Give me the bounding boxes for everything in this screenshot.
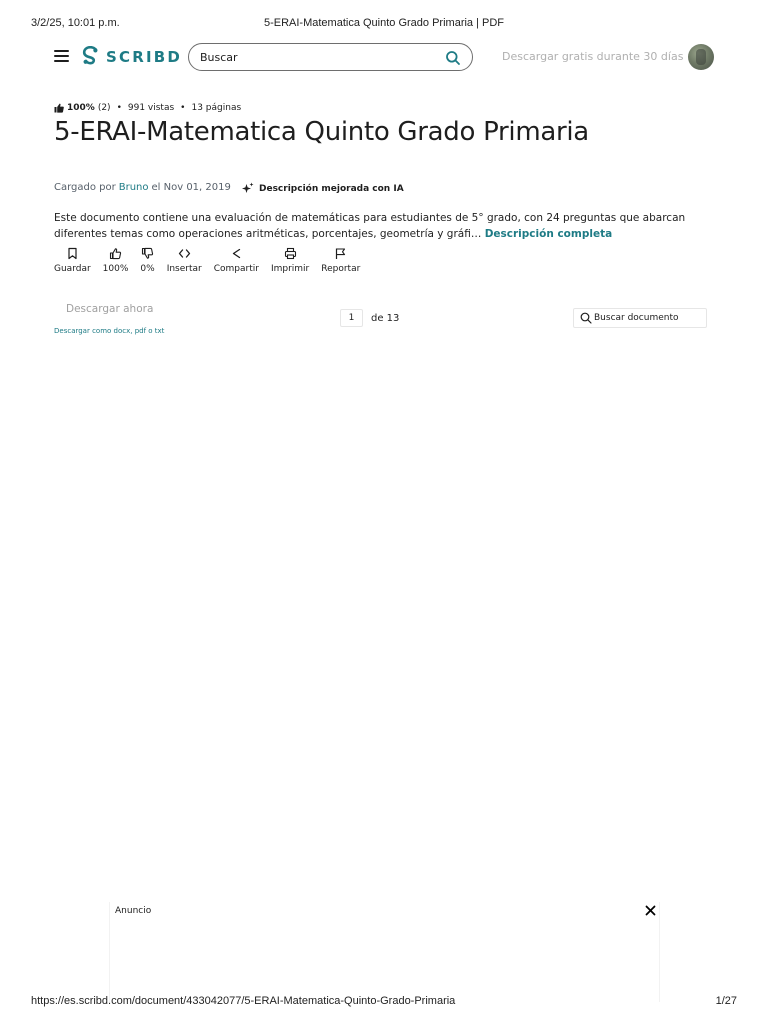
ai-description-badge xyxy=(241,182,404,195)
print-page-number: 1/27 xyxy=(715,995,737,1007)
like-percent: 100% xyxy=(102,264,129,274)
download-formats-link[interactable]: Descargar como docx, pdf o txt xyxy=(54,327,165,335)
page-count: 13 páginas xyxy=(191,103,242,113)
thumbs-down-icon xyxy=(141,247,154,260)
close-icon[interactable] xyxy=(645,905,656,916)
flag-icon xyxy=(334,247,347,260)
free-trial-link[interactable]: Descargar gratis durante 30 días xyxy=(502,50,684,63)
user-avatar[interactable] xyxy=(688,44,714,70)
dislike-percent: 0% xyxy=(140,264,155,274)
scribd-logo-icon xyxy=(82,46,99,68)
thumbs-up-filled-icon xyxy=(54,103,64,113)
save-label: Guardar xyxy=(54,264,91,274)
report-label: Reportar xyxy=(321,264,361,274)
separator-dot: • xyxy=(180,103,186,113)
hamburger-menu-icon[interactable] xyxy=(54,50,69,62)
print-header xyxy=(31,17,737,31)
uploaded-date: el Nov 01, 2019 xyxy=(151,182,231,193)
site-search-input[interactable] xyxy=(200,49,430,66)
code-icon xyxy=(178,247,191,260)
download-now-button[interactable]: Descargar ahora xyxy=(66,303,154,315)
printer-icon xyxy=(284,247,297,260)
print-url: https://es.scribd.com/document/433042077/5-ERAI-Matematica-Quinto-Grado-Primaria xyxy=(31,995,456,1007)
search-icon xyxy=(580,312,592,324)
uploaded-info xyxy=(54,182,231,193)
share-icon xyxy=(230,247,243,260)
view-count: 991 vistas xyxy=(127,103,175,113)
document-description xyxy=(54,210,714,242)
site-search-box[interactable] xyxy=(188,43,473,71)
ai-badge-label: Descripción mejorada con IA xyxy=(259,183,404,194)
report-button[interactable] xyxy=(321,247,360,279)
full-description-link[interactable]: Descripción completa xyxy=(484,228,613,240)
document-search-input[interactable] xyxy=(594,313,704,323)
description-text: Este documento contiene una evaluación de matemáticas para estudiantes de 5° grado, con 24 preguntas que abarcan diferentes temas como operaciones aritméticas, porcentajes, geometría y gráfi… xyxy=(54,212,686,240)
current-page-input[interactable] xyxy=(340,309,363,327)
document-actions xyxy=(54,247,372,279)
logo-text: SCRIBD xyxy=(106,48,183,66)
print-page-title: 5-ERAI-Matematica Quinto Grado Primaria | PDF xyxy=(263,17,505,29)
print-button[interactable] xyxy=(271,247,309,279)
page-navigator xyxy=(340,309,399,327)
save-button[interactable] xyxy=(54,247,91,279)
rating-percent: 100% xyxy=(67,103,95,113)
scribd-logo[interactable] xyxy=(82,46,182,68)
separator-dot: • xyxy=(116,103,122,113)
thumbs-up-icon xyxy=(109,247,122,260)
sparkle-icon xyxy=(241,182,254,195)
like-button[interactable] xyxy=(103,247,129,279)
print-footer xyxy=(31,995,737,1009)
print-label: Imprimir xyxy=(270,264,310,274)
document-search-box[interactable] xyxy=(573,308,707,328)
advertisement-area xyxy=(109,902,660,1002)
rating-count: (2) xyxy=(97,103,111,113)
embed-label: Insertar xyxy=(166,264,202,274)
search-icon[interactable] xyxy=(445,50,461,66)
page-total: de 13 xyxy=(371,312,400,324)
share-button[interactable] xyxy=(214,247,259,279)
dislike-button[interactable] xyxy=(140,247,154,279)
embed-button[interactable] xyxy=(167,247,202,279)
share-label: Compartir xyxy=(213,264,259,274)
bookmark-icon xyxy=(66,247,79,260)
ad-label: Anuncio xyxy=(115,906,152,916)
document-meta xyxy=(54,101,241,115)
top-navigation xyxy=(54,42,714,72)
print-datetime: 3/2/25, 10:01 p.m. xyxy=(31,17,120,29)
uploader-link[interactable]: Bruno xyxy=(118,182,149,193)
document-title: 5-ERAI-Matematica Quinto Grado Primaria xyxy=(54,117,589,147)
uploaded-prefix: Cargado por xyxy=(54,182,116,193)
